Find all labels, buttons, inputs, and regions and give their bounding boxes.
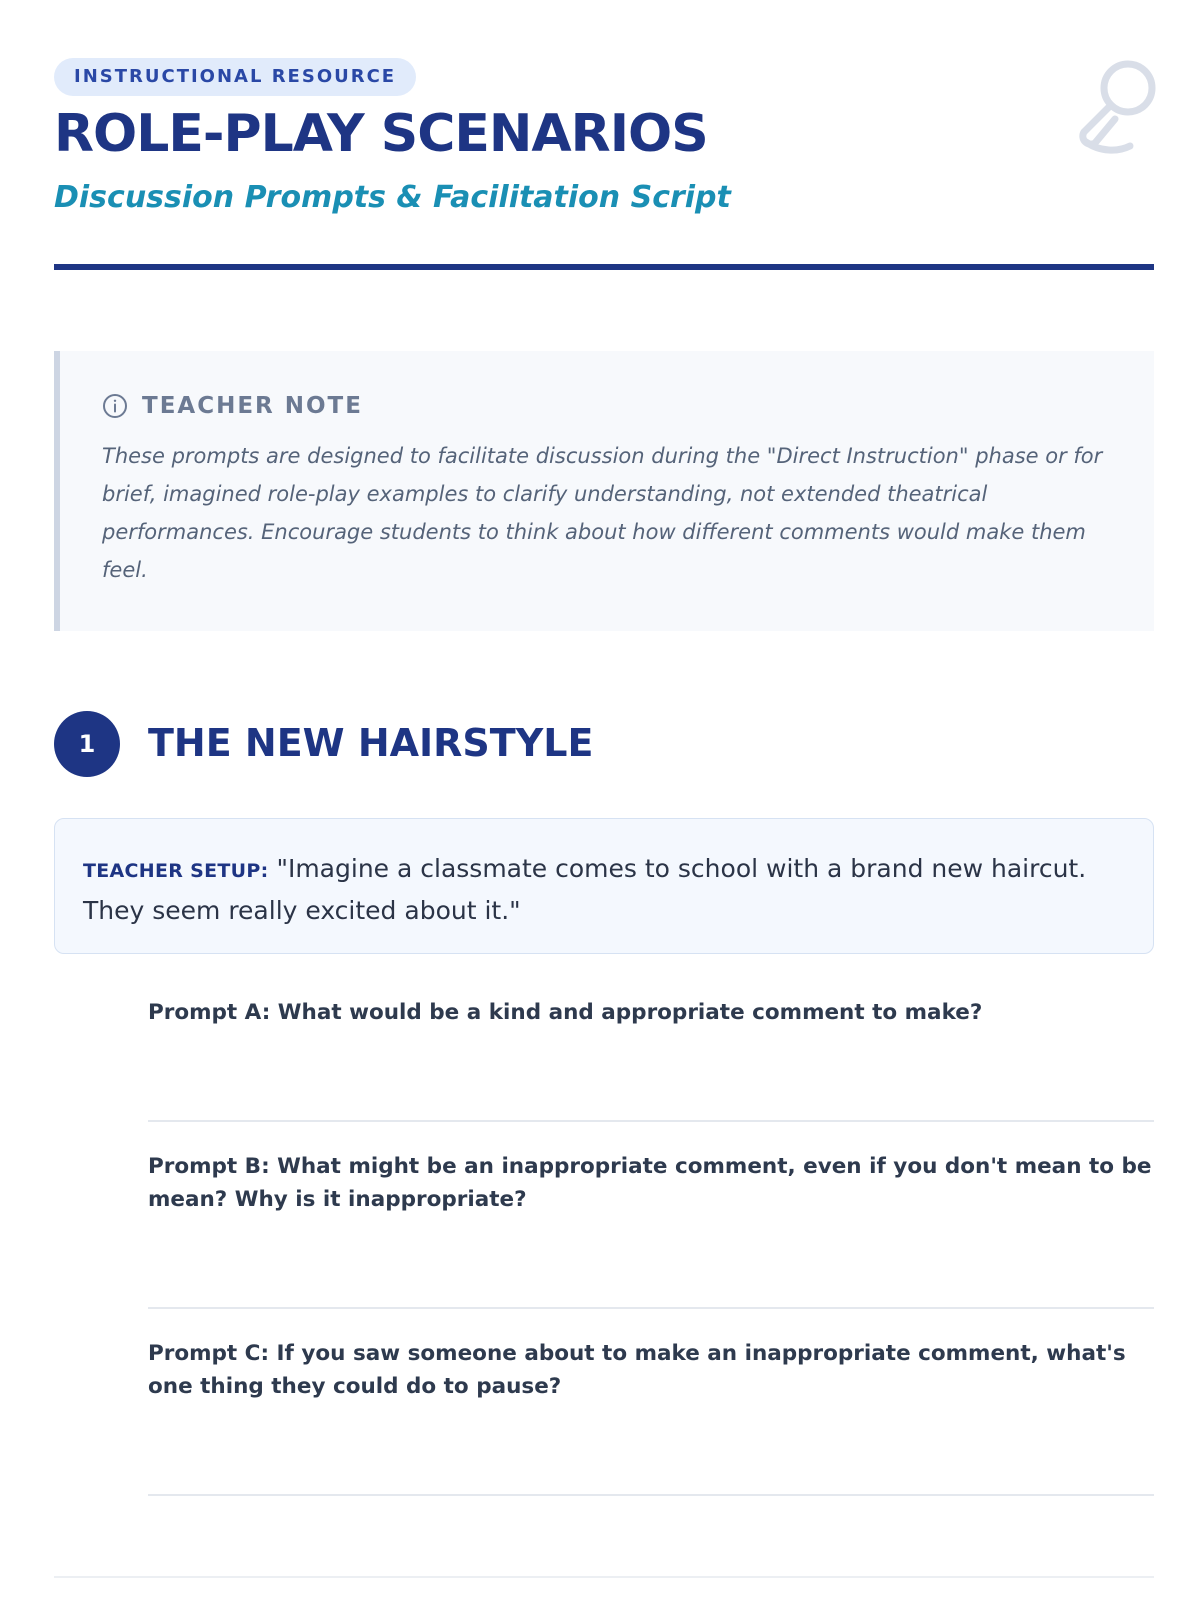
scenario-title: THE NEW HAIRSTYLE — [148, 721, 594, 765]
page-subtitle: Discussion Prompts & Facilitation Script — [54, 180, 731, 215]
page-title: ROLE-PLAY SCENARIOS — [54, 104, 708, 164]
microphone-icon — [1060, 56, 1160, 156]
teacher-note-heading: TEACHER NOTE — [142, 393, 363, 419]
teacher-setup-text: "Imagine a classmate comes to school with a brand new haircut. They seem really excited about it." — [83, 854, 1087, 925]
teacher-note — [54, 351, 1154, 631]
prompt-b: Prompt B: What might be an inappropriate comment, even if you don't mean to be mean? Why is it inappropriate? — [148, 1154, 1152, 1212]
teacher-note-text: These prompts are designed to facilitate discussion during the "Direct Instruction" phase or for brief, imagined role-play examples to clarify understanding, not extended theatrical performances. Encourage students to think about how different comments would make them feel. — [102, 444, 1103, 582]
prompt-a: Prompt A: What would be a kind and appropriate comment to make? — [148, 1000, 983, 1025]
teacher-note-header — [102, 391, 1106, 421]
teacher-setup-label: TEACHER SETUP: — [83, 860, 269, 882]
answer-line-a — [148, 1120, 1154, 1122]
teacher-setup-box — [54, 818, 1154, 954]
header-divider — [54, 264, 1154, 270]
scenario-number-badge: 1 — [54, 711, 120, 777]
answer-line-c — [148, 1494, 1154, 1496]
info-icon — [102, 393, 128, 419]
section-end-divider — [54, 1576, 1154, 1578]
resource-badge: INSTRUCTIONAL RESOURCE — [54, 58, 416, 96]
prompt-c: Prompt C: If you saw someone about to make an inappropriate comment, what's one thing they could do to pause? — [148, 1341, 1126, 1399]
answer-line-b — [148, 1307, 1154, 1309]
